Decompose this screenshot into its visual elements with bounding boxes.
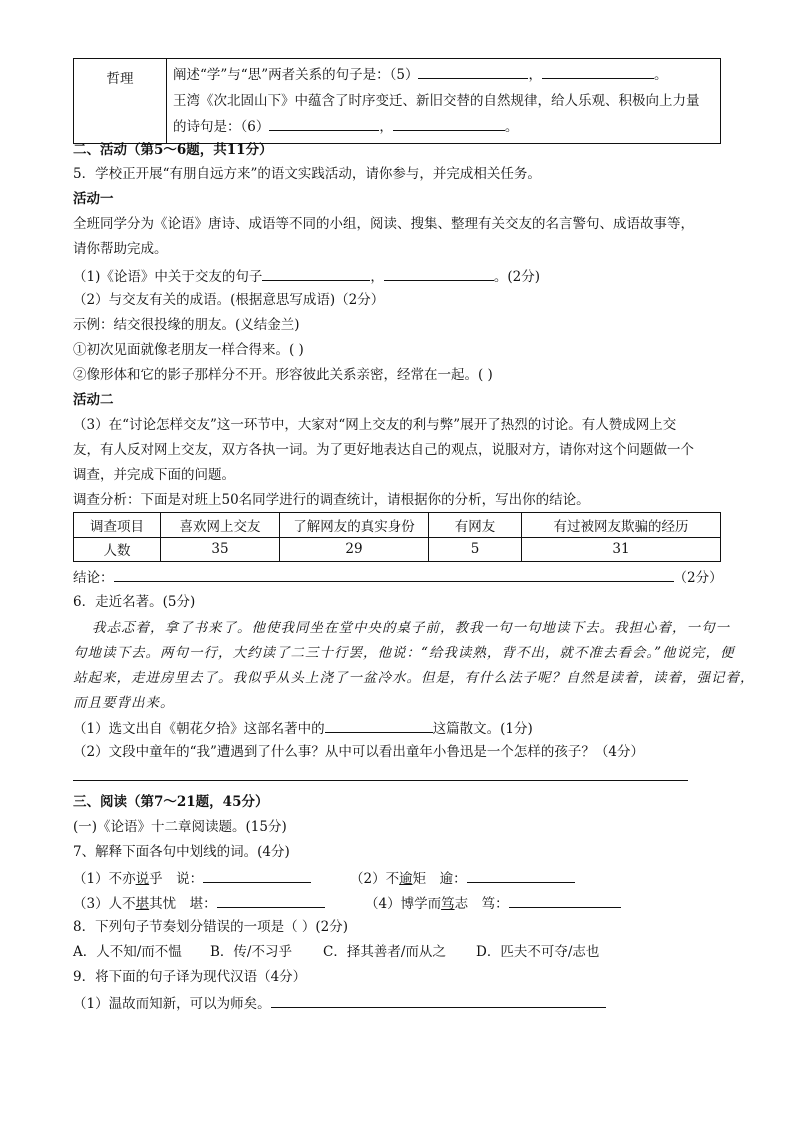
survey-header-cell: 有过被网友欺骗的经历 [522,513,721,538]
survey-header-cell: 调查项目 [74,513,161,538]
idiom-item-1: ①初次见面就像老朋友一样合得来。( ) [73,342,304,358]
answer-blank-q7-1[interactable] [203,867,311,883]
activity1-title: 活动一 [73,191,114,207]
answer-blank-q7-2[interactable] [467,867,575,883]
q9-title: 9．将下面的句子译为现代汉语（4分） [73,969,307,985]
survey-header-cell: 了解网友的真实身份 [280,513,429,538]
q6-2: （2）文段中童年的“我”遭遇到了什么事？从中可以看出童年小鲁迅是一个怎样的孩子？（4分） [73,744,644,760]
q6-1-line: （1）选文出自《朝花夕拾》这部名著中的 这篇散文。(1分) [73,717,533,739]
q7-1: （1）不亦说乎 说： [73,867,311,889]
category-cell [74,59,167,144]
survey-data-cell: 5 [429,537,522,562]
answer-blank-q7-4[interactable] [509,892,621,908]
survey-header-row [74,513,721,538]
poetry-table [73,58,721,144]
answer-blank-5a[interactable] [418,63,528,79]
q7-4: （4）博学而笃志 笃： [365,892,621,914]
answer-blank-6b[interactable] [393,115,505,131]
sub-section-1: (一)《论语》十二章阅读题。(15分) [73,819,287,835]
q9-1: （1）温故而知新，可以为师矣。 [73,992,606,1014]
answer-blank-q7-3[interactable] [217,892,325,908]
question-6-line1: 王湾《次北固山下》中蕴含了时序变迁、新旧交替的自然规律，给人乐观、积极向上力量 [173,93,700,109]
q8-option-a[interactable]: A．人不知/而不愠 [73,944,182,960]
section2-heading: 二、活动（第5～6题，共11分） [73,142,273,158]
q5-3-line3: 调查，并完成下面的问题。 [73,467,235,483]
answer-blank-q5-1a[interactable] [262,265,370,281]
passage-line-1: 我忐忑着，拿了书来了。他使我同坐在堂中央的桌子前，教我一句一句地读下去。我担心着，一句一 [92,620,730,636]
q5-intro: 5．学校正开展“有朋自远方来”的语文实践活动，请你参与，并完成相关任务。 [73,166,541,182]
answer-blank-q9-1[interactable] [271,992,606,1008]
answer-blank-6a[interactable] [269,115,379,131]
survey-header-cell: 有网友 [429,513,522,538]
q7-2: （2）不逾矩 逾： [350,867,575,889]
activity2-title: 活动二 [73,392,114,408]
section3-heading: 三、阅读（第7～21题，45分） [73,794,269,810]
q8-option-b[interactable]: B．传/不习乎 [210,944,292,960]
q5-2: （2）与交友有关的成语。(根据意思写成语)（2分） [73,292,385,308]
activity1-text2: 请你帮助完成。 [73,241,168,257]
answer-blank-q6-1[interactable] [325,717,433,733]
survey-header-cell: 喜欢网上交友 [161,513,280,538]
category-label: 哲理 [106,71,134,87]
content-cell [167,59,721,144]
passage-line-4: 而且要背出来。 [73,695,175,711]
idiom-item-2: ②像形体和它的影子那样分不开。形容彼此关系亲密，经常在一起。( ) [73,367,493,383]
conclusion-blank[interactable] [114,566,674,582]
q8-option-d[interactable]: D．匹夫不可夺/志也 [476,944,600,960]
survey-data-cell: 31 [522,537,721,562]
conclusion-line: 结论： （2分） [73,566,723,588]
q6-title: 6．走近名著。(5分) [73,594,196,610]
survey-data-row [74,537,721,562]
passage-line-2: 句地读下去。两句一行，大约读了二三十行罢，他说：“给我读熟，背不出，就不准去看会。”他说完，便 [73,645,735,661]
passage-line-3: 站起来，走进房里去了。我似乎从头上浇了一盆冷水。但是，有什么法子呢？自然是读着，读着，强记着， [73,670,755,686]
example-line: 示例：结交很投缘的朋友。(义结金兰) [73,317,300,333]
answer-blank-5b[interactable] [542,63,654,79]
q5-3-line1: （3）在“讨论怎样交友”这一环节中，大家对“网上交友的利与弊”展开了热烈的讨论。有人赞成网上交 [73,417,677,433]
survey-data-cell: 29 [280,537,429,562]
q5-1-line: （1)《论语》中关于交友的句子 ， 。(2分) [73,265,540,287]
q8-option-c[interactable]: C．择其善者/而从之 [323,944,446,960]
q8-title: 8．下列句子节奏划分错误的一项是（ ）(2分) [73,919,349,935]
survey-intro: 调查分析：下面是对班上50名同学进行的调查统计，请根据你的分析，写出你的结论。 [73,492,590,508]
activity1-text1: 全班同学分为《论语》唐诗、成语等不同的小组，阅读、搜集、整理有关交友的名言警句、成语故事等， [73,216,694,232]
survey-table [73,512,721,562]
survey-data-cell: 人数 [74,537,161,562]
q7-title: 7、解释下面各句中划线的词。(4分) [73,844,290,860]
q7-3: （3）人不堪其忧 堪： [73,892,325,914]
question-6-line2: 的诗句是：（6） ， 。 [173,114,714,140]
answer-blank-q5-1b[interactable] [384,265,494,281]
survey-data-cell: 35 [161,537,280,562]
question-5-line: 阐述“学”与“思”两者关系的句子是：（5） ， 。 [173,62,714,88]
answer-line-q6-2[interactable] [73,780,688,781]
q5-3-line2: 友，有人反对网上交友，双方各执一词。为了更好地表达自己的观点，说服对方，请你对这个问题做一个 [73,442,694,458]
